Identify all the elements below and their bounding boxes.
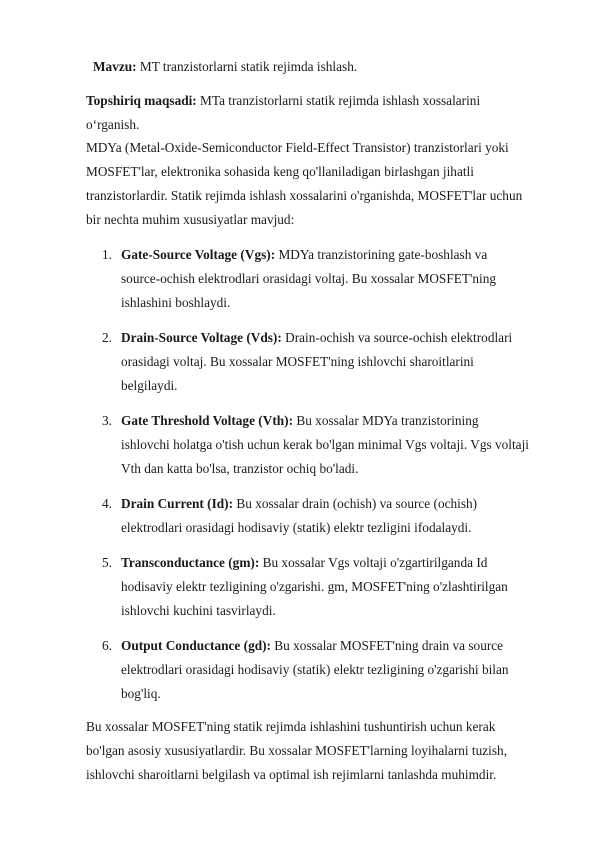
- list-item-number: 1.: [102, 247, 112, 262]
- goal-text: MTa tranzistorlarni statik rejimda ishlash xossalarini: [196, 93, 481, 108]
- list-item-6-line-3: bog'liq.: [121, 686, 161, 701]
- conclusion-line-2: bo'lgan asosiy xususiyatlardir. Bu xossalar MOSFET'larning loyihalarni tuzish,: [86, 743, 508, 758]
- list-item-6-line-2: elektrodlari orasidagi hodisaviy (statik) elektr tezligining o'zgarishi bilan: [121, 662, 509, 677]
- conclusion-line-3: ishlovchi sharoitlarni belgilash va optimal ish rejimlarni tanlashda muhimdir.: [86, 767, 497, 782]
- goal-line-2: o‘rganish.: [86, 117, 140, 132]
- list-item-2-line-1: [121, 330, 512, 346]
- intro-line-3: tranzistorlardir. Statik rejimda ishlash xossalarini o'rganishda, MOSFET'lar uchun: [86, 188, 523, 203]
- list-item-text: Bu xossalar drain (ochish) va source (ochish): [233, 496, 478, 511]
- list-item-term: Gate Threshold Voltage (Vth):: [121, 413, 294, 428]
- list-item-3-line-3: Vth dan katta bo'lsa, tranzistor ochiq bo'ladi.: [121, 461, 359, 476]
- list-item-term: Transconductance (gm):: [121, 555, 260, 570]
- list-item-term: Gate-Source Voltage (Vgs):: [121, 247, 276, 262]
- conclusion-line-1: Bu xossalar MOSFET'ning statik rejimda ishlashini tushuntirish uchun kerak: [86, 719, 496, 734]
- list-item-number: 6.: [102, 638, 112, 653]
- goal-label: Topshiriq maqsadi:: [86, 93, 197, 108]
- list-item-2-line-2: orasidagi voltaj. Bu xossalar MOSFET'ning ishlovchi sharoitlarini: [121, 354, 474, 369]
- goal-line-1: [86, 93, 480, 109]
- list-item-2-line-3: belgilaydi.: [121, 378, 178, 393]
- list-item-number: 5.: [102, 555, 112, 570]
- list-item-4-line-1: [121, 496, 477, 512]
- list-item-text: Drain-ochish va source-ochish elektrodlari: [281, 330, 513, 345]
- list-item-1-line-1: [121, 247, 487, 263]
- intro-line-4: bir nechta muhim xususiyatlar mavjud:: [86, 212, 295, 227]
- topic-line: [93, 59, 357, 75]
- list-item-number: 2.: [102, 330, 112, 345]
- list-item-term: Output Conductance (gd):: [121, 638, 271, 653]
- list-item-5-line-2: hodisaviy elektr tezligining o'zgarishi. gm, MOSFET'ning o'zlashtirilgan: [121, 579, 508, 594]
- list-item-5-line-1: [121, 555, 487, 571]
- list-item-text: MDYa tranzistorining gate-boshlash va: [275, 247, 488, 262]
- list-item-term: Drain-Source Voltage (Vds):: [121, 330, 282, 345]
- list-item-number: 3.: [102, 413, 112, 428]
- list-item-5-line-3: ishlovchi kuchini tasvirlaydi.: [121, 603, 276, 618]
- list-item-text: Bu xossalar MDYa tranzistorining: [293, 413, 479, 428]
- list-item-text: Bu xossalar MOSFET'ning drain va source: [270, 638, 504, 653]
- topic-label: Mavzu:: [93, 59, 137, 74]
- list-item-3-line-1: [121, 413, 479, 429]
- list-item-1-line-2: source-ochish elektrodlari orasidagi voltaj. Bu xossalar MOSFET'ning: [121, 271, 497, 286]
- list-item-3-line-2: ishlovchi holatga o'tish uchun kerak bo'lgan minimal Vgs voltaji. Vgs voltaji: [121, 437, 529, 452]
- list-item-1-line-3: ishlashini boshlaydi.: [121, 295, 231, 310]
- intro-line-1: MDYa (Metal-Oxide-Semiconductor Field-Effect Transistor) tranzistorlari yoki: [86, 140, 509, 155]
- list-item-6-line-1: [121, 638, 503, 654]
- intro-line-2: MOSFET'lar, elektronika sohasida keng qo'llaniladigan birlashgan jihatli: [86, 164, 474, 179]
- list-item-term: Drain Current (Id):: [121, 496, 234, 511]
- list-item-number: 4.: [102, 496, 112, 511]
- list-item-text: Bu xossalar Vgs voltaji o'zgartirilganda Id: [259, 555, 488, 570]
- list-item-4-line-2: elektrodlari orasidagi hodisaviy (statik) elektr tezligini ifodalaydi.: [121, 520, 472, 535]
- topic-text: MT tranzistorlarni statik rejimda ishlash.: [136, 59, 358, 74]
